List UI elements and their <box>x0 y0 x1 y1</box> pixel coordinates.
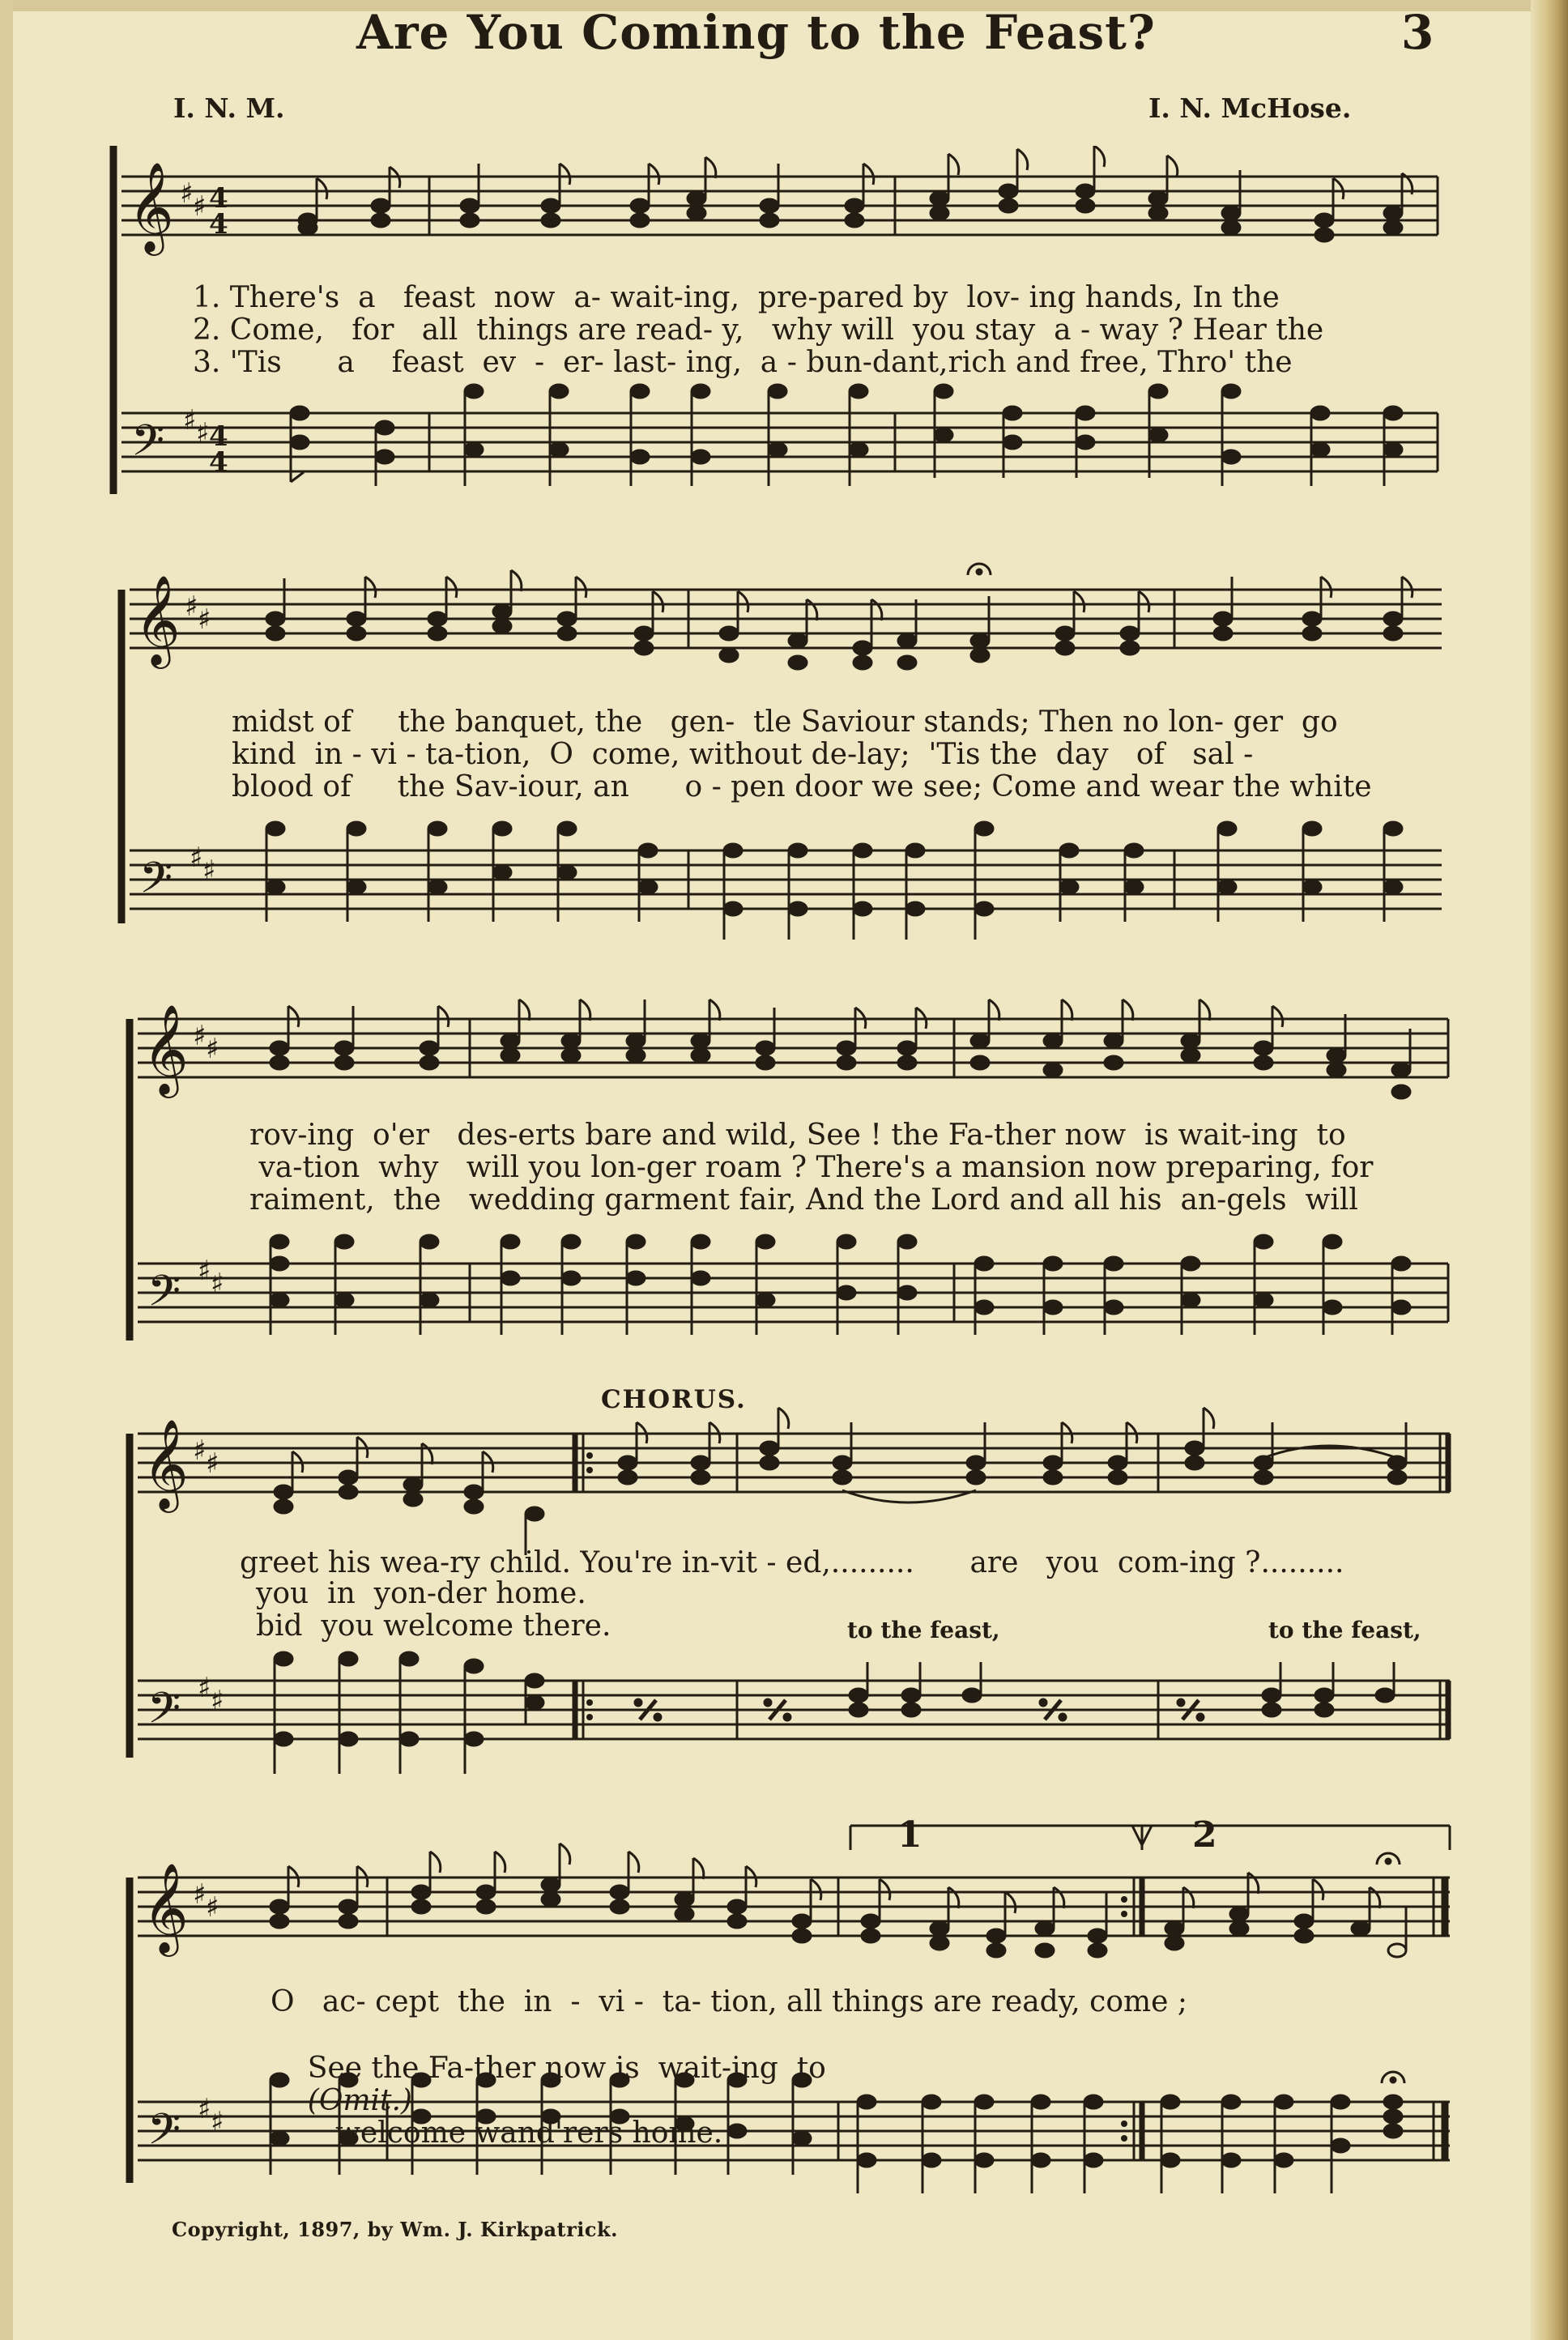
lyric-system-2-verse-2: kind in - vi - ta-tion, O come, without de-lay; 'Tis the day of sal - <box>232 738 1254 771</box>
first-ending-mark: 1 <box>897 1814 922 1856</box>
page-number: 3 <box>1401 5 1434 60</box>
svg-text:♯: ♯ <box>202 855 216 887</box>
svg-text:𝄢: 𝄢 <box>147 2105 181 2165</box>
svg-text:4: 4 <box>209 182 228 215</box>
svg-text:𝄞: 𝄞 <box>143 1418 189 1509</box>
lyric-system-2-verse-1: midst of the banquet, the gen- tle Saviour stands; Then no lon- ger go <box>232 705 1338 739</box>
lyric-system-3-verse-2: va-tion why will you lon-ger roam ? There's a mansion now preparing, for <box>249 1151 1374 1184</box>
svg-text:♯: ♯ <box>198 2093 211 2125</box>
svg-text:♯: ♯ <box>198 1672 211 1704</box>
lyric-system-3-verse-1: rov-ing o'er des-erts bare and wild, See ! the Fa-ther now is wait-ing to <box>249 1119 1346 1152</box>
copyright-notice: Copyright, 1897, by Wm. J. Kirkpatrick. <box>172 2218 619 2241</box>
music-system-4 <box>0 1401 1568 1782</box>
svg-text:♯: ♯ <box>183 404 197 437</box>
svg-text:♯: ♯ <box>206 1447 219 1480</box>
lyric-system-5-line-1: O ac- cept the in - vi - ta- tion, all things are ready, come ; <box>271 1985 1188 2018</box>
lyric-system-1-verse-2: 2. Come, for all things are read- y, why will you stay a - way ? Hear the <box>193 313 1324 347</box>
svg-text:♯: ♯ <box>211 1268 224 1300</box>
svg-text:♯: ♯ <box>193 190 207 223</box>
svg-text:♯: ♯ <box>185 590 198 623</box>
svg-text:♯: ♯ <box>206 1891 219 1924</box>
lyric-system-5-line-2 <box>271 2020 826 2182</box>
lyric-system-4-verse-3: bid you welcome there. <box>256 1609 611 1643</box>
svg-text:𝄞: 𝄞 <box>143 1862 189 1953</box>
bass-cue-to-the-feast-1: to the feast, <box>847 1617 1000 1643</box>
lyric-system-4-verse-1: greet his wea-ry child. You're in-vit - ed,......... are you com-ing ?......... <box>240 1546 1344 1579</box>
svg-text:♯: ♯ <box>211 2106 224 2138</box>
svg-text:4: 4 <box>209 446 228 479</box>
lyric-system-5-line-2-part-2: welcome wand'rers home. <box>307 2116 723 2150</box>
svg-text:♯: ♯ <box>198 603 211 636</box>
svg-text:𝄞: 𝄞 <box>134 574 181 665</box>
hymn-title: Are You Coming to the Feast? <box>356 5 1156 60</box>
svg-text:♯: ♯ <box>193 1434 207 1467</box>
lyric-system-4-verse-2: you in yon-der home. <box>256 1577 586 1610</box>
svg-text:𝄢: 𝄢 <box>131 416 165 476</box>
svg-text:𝄢: 𝄢 <box>147 1684 181 1744</box>
svg-text:♯: ♯ <box>193 1020 207 1052</box>
svg-text:4: 4 <box>209 420 228 453</box>
lyric-system-3-verse-3: raiment, the wedding garment fair, And the Lord and all his an-gels will <box>249 1183 1358 1217</box>
treble-notes-system-1 <box>299 146 1412 241</box>
svg-text:𝄞: 𝄞 <box>143 1004 189 1094</box>
svg-text:𝄢: 𝄢 <box>147 1267 181 1327</box>
svg-text:♯: ♯ <box>196 417 210 450</box>
bass-cue-to-the-feast-2: to the feast, <box>1268 1617 1421 1643</box>
svg-text:♯: ♯ <box>211 1685 224 1717</box>
svg-text:♯: ♯ <box>193 1878 207 1911</box>
lyric-system-5-line-2-part-1: See the Fa-ther now is wait-ing to <box>307 2052 826 2085</box>
lyric-system-1-verse-1: 1. There's a feast now a- wait-ing, pre-pared by lov- ing hands, In the <box>193 281 1280 314</box>
second-ending-mark: 2 <box>1192 1814 1217 1856</box>
lyricist-initials: I. N. M. <box>173 92 285 124</box>
svg-text:♯: ♯ <box>198 1255 211 1287</box>
svg-text:♯: ♯ <box>206 1033 219 1065</box>
omit-marking: (Omit.) <box>307 2084 412 2117</box>
svg-text:𝄞: 𝄞 <box>128 161 174 252</box>
lyric-system-1-verse-3: 3. 'Tis a feast ev - er- last- ing, a - bun-dant,rich and free, Thro' the <box>193 346 1293 379</box>
lyric-system-2-verse-3: blood of the Sav-iour, an o - pen door we see; Come and wear the white <box>232 770 1372 803</box>
svg-text:4: 4 <box>209 208 228 241</box>
svg-text:♯: ♯ <box>180 177 194 210</box>
svg-text:𝄢: 𝄢 <box>139 854 173 914</box>
chorus-label: CHORUS. <box>601 1385 747 1414</box>
svg-text:♯: ♯ <box>190 842 203 874</box>
composer-name: I. N. McHose. <box>1148 92 1352 124</box>
